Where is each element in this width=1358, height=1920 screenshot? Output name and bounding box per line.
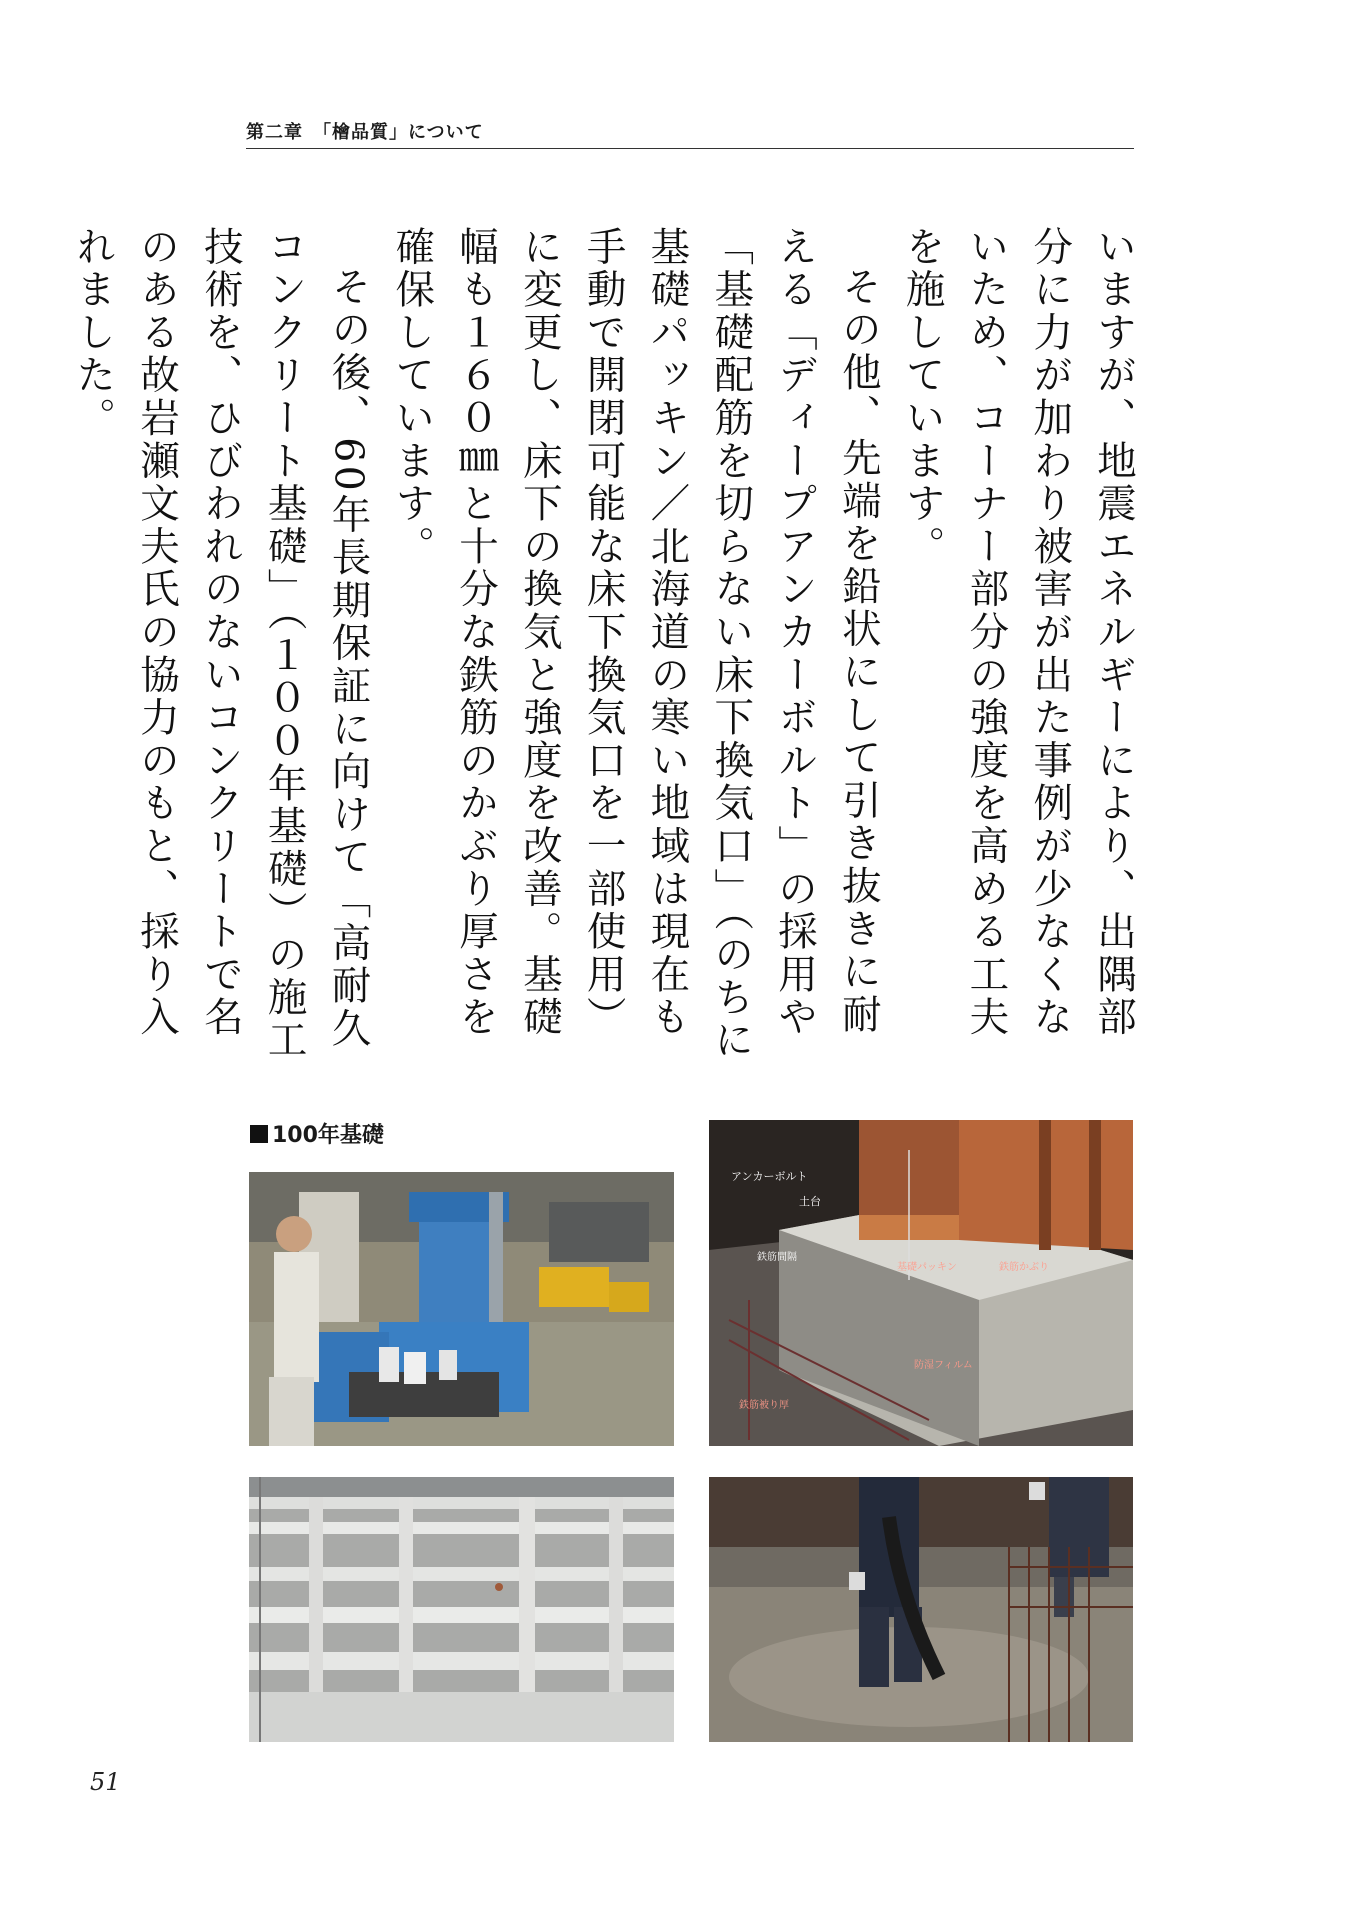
page-number: 51 bbox=[90, 1768, 121, 1796]
paragraph: その他、先端を鉛状にして引き抜きに耐える「ディープアンカーボルト」の採用や「基礎配筋を切らない床下換気口」（のちに基礎パッキン／北海道の寒い地域は現在も手動で開閉可能な床下換気口を一部使用）に変更し、床下の換気と強度を改善。基礎幅も１６０㎜と十分な鉄筋のかぶり厚さを確保しています。 bbox=[389, 226, 882, 1063]
paragraph: いますが、地震エネルギーにより、出隅部分に力が加わり被害が出た事例が少なくないため、コーナー部分の強度を高める工夫を施しています。 bbox=[899, 226, 1137, 1040]
black-square-icon bbox=[250, 1125, 268, 1143]
photo-testing-machine bbox=[249, 1172, 674, 1446]
diagram-label-sill: 土台 bbox=[799, 1195, 821, 1208]
running-header bbox=[246, 118, 1134, 149]
diagram-label-packing: 基礎パッキン bbox=[897, 1262, 957, 1273]
paragraph: その後、60年長期保証に向けて「高耐久コンクリート基礎」（１００年基礎）の施工技術を、ひびわれのないコンクリートで名のある故岩瀬文夫氏の協力のもと、採り入れました。 bbox=[70, 226, 372, 1063]
photo-concrete-pouring bbox=[709, 1477, 1133, 1742]
diagram-label-moisture-film: 防湿フィルム bbox=[914, 1360, 973, 1371]
figure-section-title: 100年基礎 bbox=[272, 1123, 384, 1148]
body-text bbox=[70, 226, 1145, 1066]
foundation-diagram bbox=[709, 1120, 1133, 1446]
photo-concrete-foundation bbox=[249, 1477, 674, 1742]
diagram-label-anchor-bolt: アンカーボルト bbox=[731, 1170, 808, 1183]
chapter-title: 第二章 「檜品質」について bbox=[246, 122, 484, 143]
figure-section-label bbox=[250, 1118, 384, 1149]
diagram-label-cover-rebar: 鉄筋被り厚 bbox=[739, 1400, 789, 1411]
diagram-label-cover: 鉄筋かぶり bbox=[999, 1262, 1049, 1273]
diagram-label-rebar-pitch: 鉄筋間隔 bbox=[757, 1252, 797, 1263]
